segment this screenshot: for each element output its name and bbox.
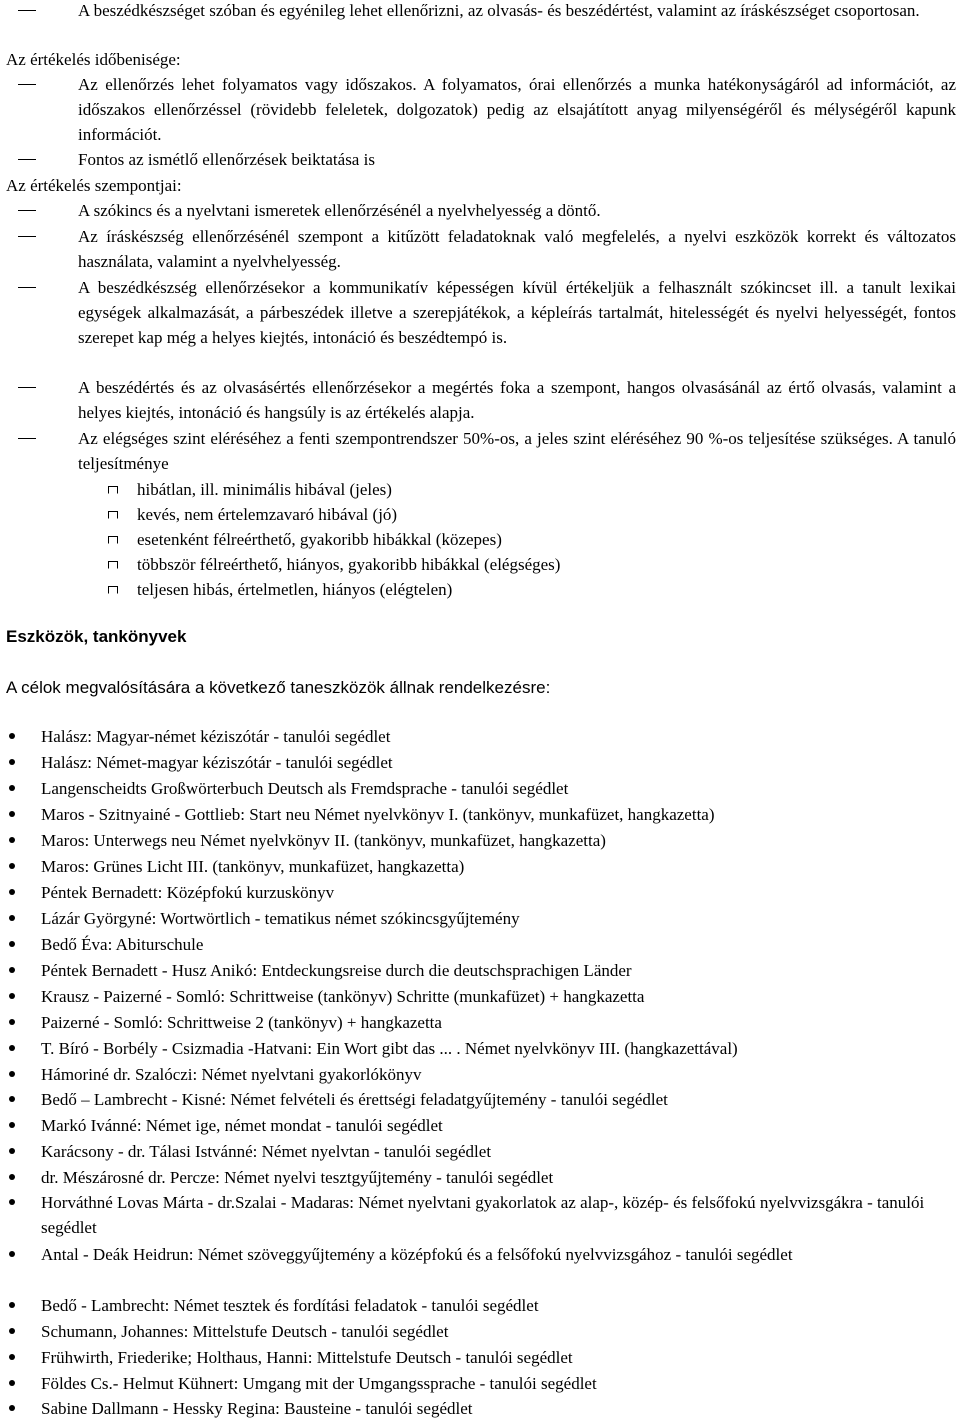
grade-item-elegtelen: teljesen hibás, értelmetlen, hiányos (elégtelen): [137, 577, 937, 602]
book-list-item: Schumann, Johannes: Mittelstufe Deutsch - tanulói segédlet: [41, 1319, 941, 1344]
book-list-item: Halász: Német-magyar kéziszótár - tanulói segédlet: [41, 750, 941, 775]
book-list-item: Antal - Deák Heidrun: Német szöveggyűjtemény a középfokú és a felsőfokú nyelvvizsgához - tanulói segédlet: [41, 1242, 941, 1267]
book-list-item: Bedő – Lambrecht - Kisné: Német felvételi és érettségi feladatgyűjtemény - tanulói segédlet: [41, 1087, 941, 1112]
grade-item-elegseges: többször félreérthető, hiányos, gyakoribb hibákkal (elégséges): [137, 552, 937, 577]
book-list-item: Maros: Unterwegs neu Német nyelvkönyv II. (tankönyv, munkafüzet, hangkazetta): [41, 828, 941, 853]
book-list-item: Maros - Szitnyainé - Gottlieb: Start neu Német nyelvkönyv I. (tankönyv, munkafüzet, hangkazetta): [41, 802, 941, 827]
book-list-item: Péntek Bernadett: Középfokú kurzuskönyv: [41, 880, 941, 905]
book-list-item: Paizerné - Somló: Schrittweise 2 (tankönyv) + hangkazetta: [41, 1010, 941, 1035]
dash-item-criteria-3: A beszédkészség ellenőrzésekor a kommunikatív képességen kívül értékeljük a felhasznált szókincset ill. a tanult lexikai egységek alkalmazását, a párbeszédek illetve a szerepjátékok, a képleírás tartalmát, hitelességét és nyelvi helyességét, fontos szerepet kap még a helyes kiejtés, intonáció és beszédtempó is.: [78, 275, 956, 350]
book-list-item: Hámoriné dr. Szalóczi: Német nyelvtani gyakorlókönyv: [41, 1062, 941, 1087]
dash-item-criteria-1: A szókincs és a nyelvtani ismeretek ellenőrzésénél a nyelvhelyesség a döntő.: [78, 198, 956, 223]
tools-intro: A célok megvalósítására a következő taneszközök állnak rendelkezésre:: [6, 678, 551, 697]
dash-item-criteria-2: Az íráskészség ellenőrzésénél szempont a kitűzött feladatoknak való megfelelés, a nyelvi eszközök korrekt és változatos használata, valamint a nyelvhelyesség.: [78, 224, 956, 274]
section-heading-tools: Eszközök, tankönyvek: [6, 627, 187, 646]
dash-item-speaking-assessment: A beszédkészséget szóban és egyénileg lehet ellenőrizni, az olvasás- és beszédértést, valamint az íráskészséget csoportosan.: [78, 0, 956, 23]
grade-item-jo: kevés, nem értelemzavaró hibával (jó): [137, 502, 937, 527]
book-list-item: Karácsony - dr. Tálasi Istvánné: Német nyelvtan - tanulói segédlet: [41, 1139, 941, 1164]
book-list-item: Frühwirth, Friederike; Holthaus, Hanni: Mittelstufe Deutsch - tanulói segédlet: [41, 1345, 941, 1370]
book-list-item: Bedő - Lambrecht: Német tesztek és fordítási feladatok - tanulói segédlet: [41, 1293, 941, 1318]
book-list-item: T. Bíró - Borbély - Csizmadia -Hatvani: Ein Wort gibt das ... . Német nyelvkönyv III. (hangkazettával): [41, 1036, 941, 1061]
dash-item-timing-2: Fontos az ismétlő ellenőrzések beiktatása is: [78, 147, 956, 172]
book-list-item: dr. Mészárosné dr. Percze: Német nyelvi tesztgyűjtemény - tanulói segédlet: [41, 1165, 941, 1190]
book-list-item: Bedő Éva: Abiturschule: [41, 932, 941, 957]
grade-item-jeles: hibátlan, ill. minimális hibával (jeles): [137, 477, 937, 502]
section-title-criteria: Az értékelés szempontjai:: [6, 176, 182, 195]
book-list-item: Lázár Györgyné: Wortwörtlich - tematikus német szókincsgyűjtemény: [41, 906, 941, 931]
grade-item-kozepes: esetenként félreérthető, gyakoribb hibákkal (közepes): [137, 527, 937, 552]
book-list-item: Péntek Bernadett - Husz Anikó: Entdeckungsreise durch die deutschsprachigen Länder: [41, 958, 941, 983]
book-list-item: Halász: Magyar-német kéziszótár - tanulói segédlet: [41, 724, 941, 749]
section-title-timing: Az értékelés időbenisége:: [6, 50, 181, 69]
book-list-item: Sabine Dallmann - Hessky Regina: Bausteine - tanulói segédlet: [41, 1396, 941, 1421]
book-list-item: Maros: Grünes Licht III. (tankönyv, munkafüzet, hangkazetta): [41, 854, 941, 879]
book-list-item: Langenscheidts Großwörterbuch Deutsch als Fremdsprache - tanulói segédlet: [41, 776, 941, 801]
dash-item-criteria-4: A beszédértés és az olvasásértés ellenőrzésekor a megértés foka a szempont, hangos olvasásánál az értő olvasás, valamint a helyes kiejtés, intonáció és hangsúly is az értékelés alapja.: [78, 375, 956, 425]
book-list-item: Krausz - Paizerné - Somló: Schrittweise (tankönyv) Schritte (munkafüzet) + hangkazetta: [41, 984, 941, 1009]
book-list-item: Markó Ivánné: Német ige, német mondat - tanulói segédlet: [41, 1113, 941, 1138]
dash-item-criteria-5: Az elégséges szint eléréséhez a fenti szempontrendszer 50%-os, a jeles szint eléréséhez 90 %-os teljesítése szükséges. A tanuló teljesítménye: [78, 426, 956, 476]
book-list-item: Földes Cs.- Helmut Kühnert: Umgang mit der Umgangssprache - tanulói segédlet: [41, 1371, 941, 1396]
dash-item-timing-1: Az ellenőrzés lehet folyamatos vagy időszakos. A folyamatos, órai ellenőrzés a munka hatékonyságáról ad információt, az időszakos ellenőrzéssel (rövidebb feleletek, dolgozatok) pedig az elsajátított anyag milyenségéről és mélységéről kapunk információt.: [78, 72, 956, 147]
book-list-item: Horváthné Lovas Márta - dr.Szalai - Madaras: Német nyelvtani gyakorlatok az alap-, közép- és felsőfokú nyelvvizsgákra - tanulói segédlet: [41, 1190, 941, 1240]
